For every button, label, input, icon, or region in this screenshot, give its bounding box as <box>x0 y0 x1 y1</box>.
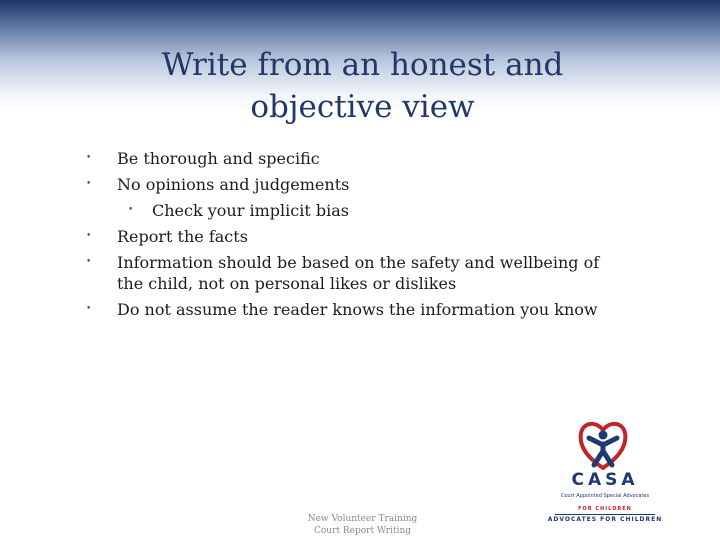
bullet-dot-icon: • <box>86 304 92 314</box>
bullet-item <box>0 148 720 169</box>
bullet-dot-icon: • <box>86 153 92 163</box>
slide-title: Write from an honest and objective view <box>161 47 564 125</box>
bullet-item <box>0 174 720 195</box>
footer-line-2: Court Report Writing <box>313 526 412 536</box>
logo-subtitle: Court Appointed Special Advocates <box>560 493 650 499</box>
sub-bullet-item <box>0 200 720 221</box>
bullet-text: No opinions and judgements <box>117 175 350 194</box>
bullet-dot-icon: • <box>86 231 92 241</box>
bullet-dot-icon: • <box>86 257 92 267</box>
logo-tagline: ADVOCATES FOR CHILDREN <box>547 516 663 523</box>
casa-logo <box>545 418 665 528</box>
logo-wordmark: CASA <box>571 470 639 490</box>
bullet-text: Do not assume the reader knows the information you know <box>117 300 598 319</box>
logo-subtitle-2: FOR CHILDREN <box>578 506 632 512</box>
bullet-item <box>0 299 720 320</box>
bullet-dot-icon: • <box>86 179 92 189</box>
bullet-item <box>0 226 720 247</box>
logo-divider <box>555 514 655 515</box>
bullet-text: Information should be based on the safety and wellbeing of the child, not on personal likes or dislikes <box>117 253 600 293</box>
slide-footer <box>290 513 435 537</box>
bullet-item <box>0 252 720 294</box>
bullet-text: Be thorough and specific <box>117 149 320 168</box>
footer-line-1: New Volunteer Training <box>307 514 418 524</box>
bullet-list <box>0 148 720 320</box>
bullet-dot-icon: • <box>128 205 134 215</box>
sub-bullet-text: Check your implicit bias <box>152 201 349 220</box>
bullet-text: Report the facts <box>117 227 248 246</box>
heart-figure-icon <box>577 418 629 472</box>
